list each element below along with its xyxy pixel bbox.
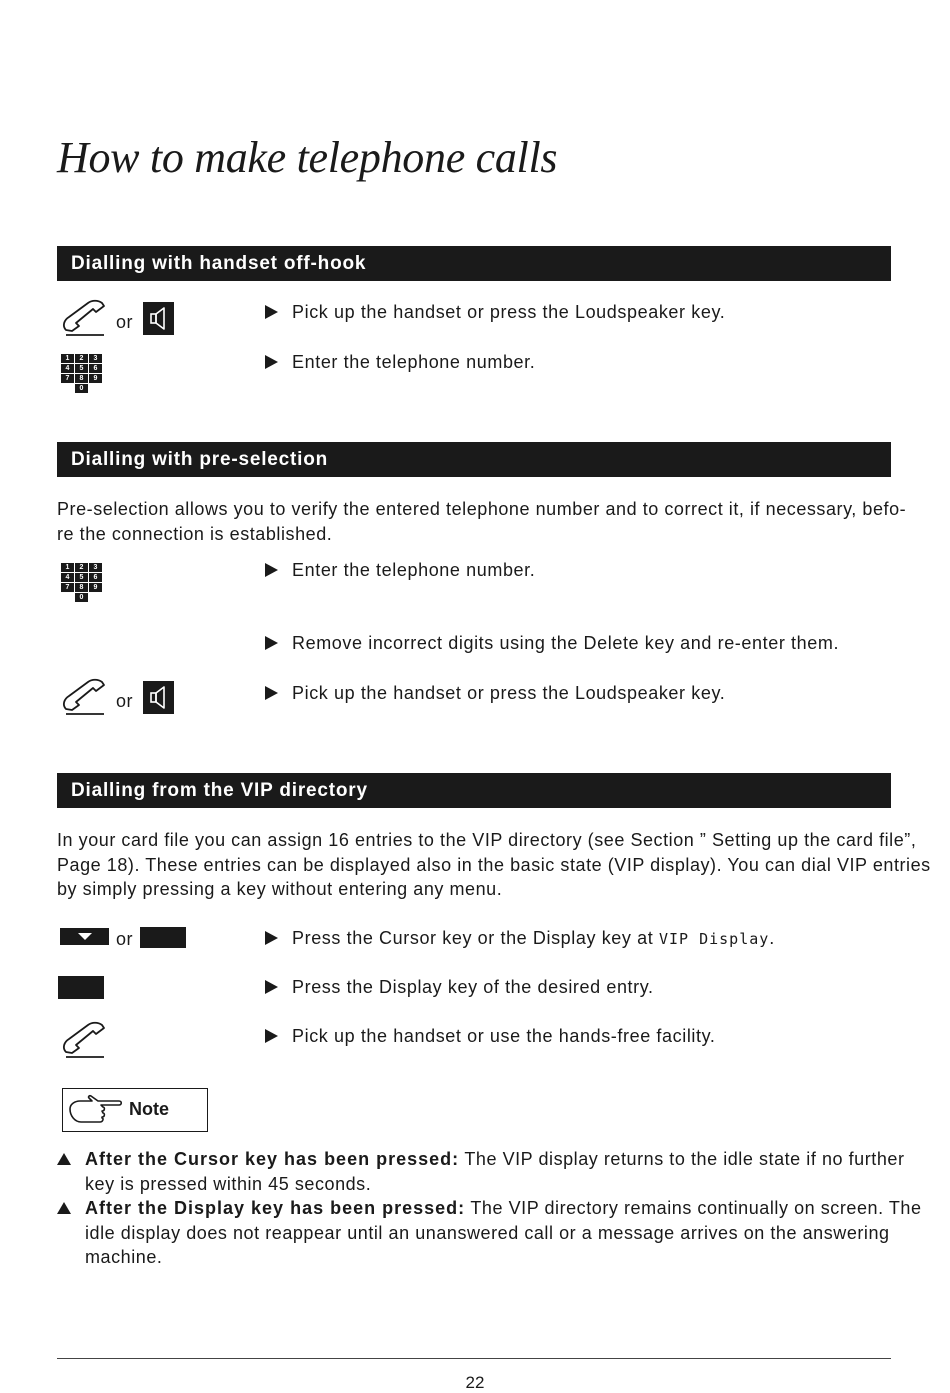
loudspeaker-key-icon	[143, 302, 174, 335]
loudspeaker-key-icon	[143, 681, 174, 714]
step-press-display	[265, 976, 654, 998]
intro-line: Page 18). These entries can be displayed also in the basic state (VIP display). You can dial VIP entries	[57, 854, 931, 875]
display-key-icon	[58, 976, 104, 999]
keypad-key: 0	[75, 384, 88, 393]
keypad-key: 1	[61, 354, 74, 363]
step-arrow-icon	[265, 686, 278, 700]
step-pick-up	[265, 301, 725, 323]
section-heading-preselection: Dialling with pre-selection	[57, 442, 891, 477]
step-text-end: .	[769, 928, 775, 948]
section-heading-vip: Dialling from the VIP directory	[57, 773, 891, 808]
note-item	[57, 1147, 905, 1196]
step-press-cursor	[265, 927, 775, 950]
keypad-key: 1	[61, 563, 74, 572]
step-arrow-icon	[265, 305, 278, 319]
vip-intro	[57, 828, 931, 902]
step-text: Press the Display key of the desired entry.	[292, 977, 654, 997]
section-heading-offhook: Dialling with handset off-hook	[57, 246, 891, 281]
or-text: or	[116, 929, 134, 949]
step-enter-number	[265, 559, 535, 581]
step-text: Pick up the handset or press the Loudspeaker key.	[292, 302, 726, 322]
note-item-text: key is pressed within 45 seconds.	[85, 1173, 372, 1194]
note-bullet-icon	[57, 1202, 71, 1214]
keypad-key: 5	[75, 573, 88, 582]
keypad-key: 2	[75, 563, 88, 572]
footer-divider	[57, 1358, 891, 1359]
keypad-key: 4	[61, 364, 74, 373]
step-text: Remove incorrect digits using the Delete key and re-enter them.	[292, 633, 840, 653]
cursor-down-key-icon	[60, 928, 109, 945]
step-arrow-icon	[265, 636, 278, 650]
step-arrow-icon	[265, 563, 278, 577]
step-enter-number	[265, 351, 535, 373]
keypad-icon	[61, 563, 102, 602]
step-text: Press the Cursor key or the Display key at	[292, 928, 654, 948]
note-item	[57, 1196, 922, 1270]
keypad-key: 8	[75, 583, 88, 592]
step-remove-digits	[265, 632, 839, 654]
page-number: 22	[465, 1373, 485, 1392]
keypad-key: 3	[89, 354, 102, 363]
intro-line: re the connection is established.	[57, 523, 333, 544]
note-bullet-icon	[57, 1153, 71, 1165]
keypad-key: 7	[61, 374, 74, 383]
note-item-bold: After the Display key has been pressed:	[85, 1198, 466, 1218]
keypad-key: 9	[89, 583, 102, 592]
note-item-bold: After the Cursor key has been pressed:	[85, 1149, 460, 1169]
keypad-key: 7	[61, 583, 74, 592]
note-item-text: The VIP directory remains continually on screen. The	[465, 1198, 922, 1218]
page-title: How to make telephone calls	[57, 133, 558, 182]
or-text: or	[116, 312, 134, 332]
intro-line: Pre-selection allows you to verify the entered telephone number and to correct it, if necessary, befo-	[57, 499, 907, 519]
step-arrow-icon	[265, 1029, 278, 1043]
keypad-key: 3	[89, 563, 102, 572]
keypad-key: 6	[89, 364, 102, 373]
note-box	[62, 1088, 208, 1132]
keypad-key: 4	[61, 573, 74, 582]
keypad-icon	[61, 354, 102, 393]
keypad-key: 5	[75, 364, 88, 373]
or-text: or	[116, 691, 134, 711]
step-text: Enter the telephone number.	[292, 352, 536, 372]
step-text: Pick up the handset or use the hands-free facility.	[292, 1026, 716, 1046]
keypad-key: 6	[89, 573, 102, 582]
pointing-hand-icon	[67, 1094, 123, 1124]
step-pick-up	[265, 682, 725, 704]
handset-icon	[60, 1020, 108, 1060]
step-text: Enter the telephone number.	[292, 560, 536, 580]
note-label: Note	[129, 1099, 169, 1119]
step-hands-free	[265, 1025, 716, 1047]
intro-line: In your card file you can assign 16 entries to the VIP directory (see Section ” Setting up the card file”,	[57, 830, 917, 850]
display-key-icon	[140, 927, 186, 948]
keypad-key: 2	[75, 354, 88, 363]
lcd-display-text: VIP Display	[658, 930, 770, 948]
step-text: Pick up the handset or press the Loudspeaker key.	[292, 683, 726, 703]
step-arrow-icon	[265, 355, 278, 369]
keypad-key: 9	[89, 374, 102, 383]
handset-icon	[60, 298, 108, 338]
note-item-text: idle display does not reappear until an unanswered call or a message arrives on the answering	[85, 1222, 890, 1243]
preselection-intro	[57, 497, 907, 546]
step-arrow-icon	[265, 980, 278, 994]
note-item-text: The VIP display returns to the idle state if no further	[459, 1149, 905, 1169]
step-arrow-icon	[265, 931, 278, 945]
note-item-text: machine.	[85, 1247, 163, 1267]
keypad-key: 0	[75, 593, 88, 602]
intro-line: by simply pressing a key without entering any menu.	[57, 879, 503, 899]
handset-icon	[60, 677, 108, 717]
keypad-key: 8	[75, 374, 88, 383]
